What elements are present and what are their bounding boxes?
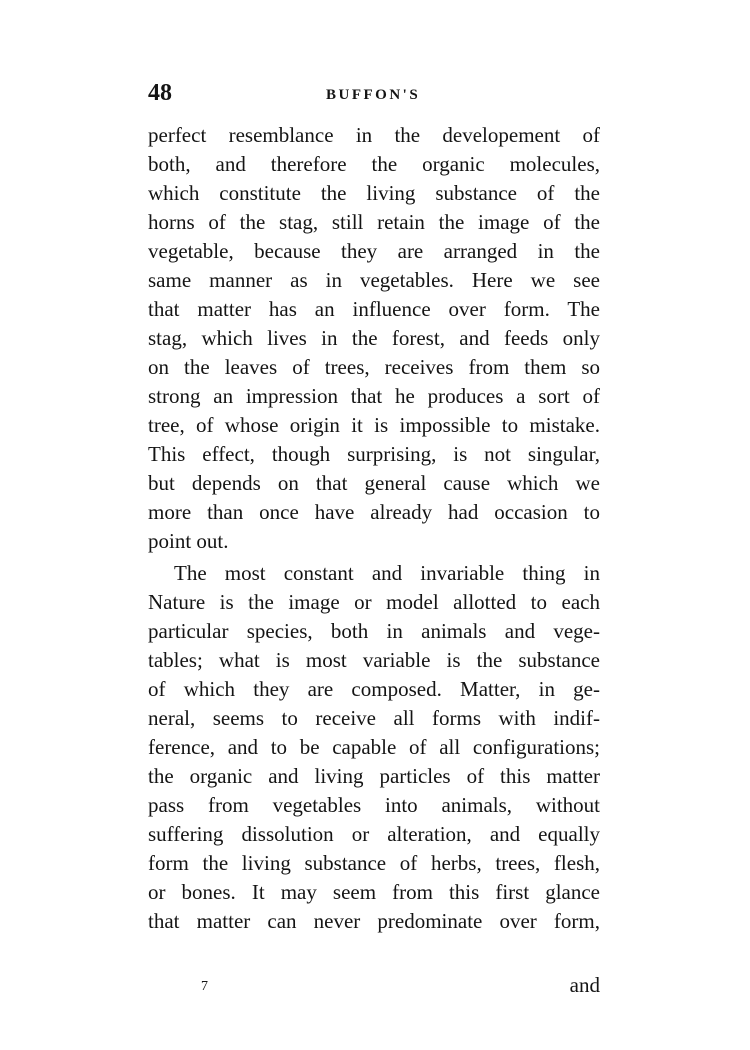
text-line: ference, and to be capable of all configurations;: [148, 735, 600, 759]
text-line: the organic and living particles of this matter: [148, 764, 600, 788]
text-line: point out.: [148, 529, 229, 553]
text-line: tables; what is most variable is the substance: [148, 648, 600, 672]
text-line: tree, of whose origin it is impossible to mistake.: [148, 413, 600, 437]
paragraph-1: [148, 121, 600, 556]
text-line: that matter can never predominate over form,: [148, 909, 600, 933]
text-line: on the leaves of trees, receives from them so: [148, 355, 600, 379]
text-line: that matter has an influence over form. The: [148, 297, 600, 321]
text-line: which constitute the living substance of the: [148, 181, 600, 205]
page-header: [148, 80, 600, 110]
text-line: same manner as in vegetables. Here we see: [148, 268, 600, 292]
paragraph-2: [148, 559, 600, 936]
text-line: or bones. It may seem from this first glance: [148, 880, 600, 904]
text-line: suffering dissolution or alteration, and equally: [148, 822, 600, 846]
signature-mark: 7: [201, 979, 208, 994]
text-line: form the living substance of herbs, trees, flesh,: [148, 851, 600, 875]
body-text: [148, 121, 600, 936]
text-line: stag, which lives in the forest, and feeds only: [148, 326, 600, 350]
catchword: and: [569, 973, 600, 997]
text-line: horns of the stag, still retain the image of the: [148, 210, 600, 234]
text-line: This effect, though surprising, is not singular,: [148, 442, 600, 466]
page-number: 48: [148, 80, 172, 106]
text-line: more than once have already had occasion to: [148, 500, 600, 524]
running-head: BUFFON'S: [326, 87, 421, 103]
text-line: The most constant and invariable thing in: [174, 561, 600, 585]
text-line: neral, seems to receive all forms with indif-: [148, 706, 600, 730]
text-line: Nature is the image or model allotted to each: [148, 590, 600, 614]
text-line: particular species, both in animals and vege-: [148, 619, 600, 643]
text-line: but depends on that general cause which we: [148, 471, 600, 495]
text-line: both, and therefore the organic molecules,: [148, 152, 600, 176]
text-line: strong an impression that he produces a sort of: [148, 384, 600, 408]
text-line: vegetable, because they are arranged in the: [148, 239, 600, 263]
page-footer: [148, 973, 600, 1003]
text-line: of which they are composed. Matter, in ge-: [148, 677, 600, 701]
text-line: perfect resemblance in the developement of: [148, 123, 600, 147]
text-line: pass from vegetables into animals, without: [148, 793, 600, 817]
